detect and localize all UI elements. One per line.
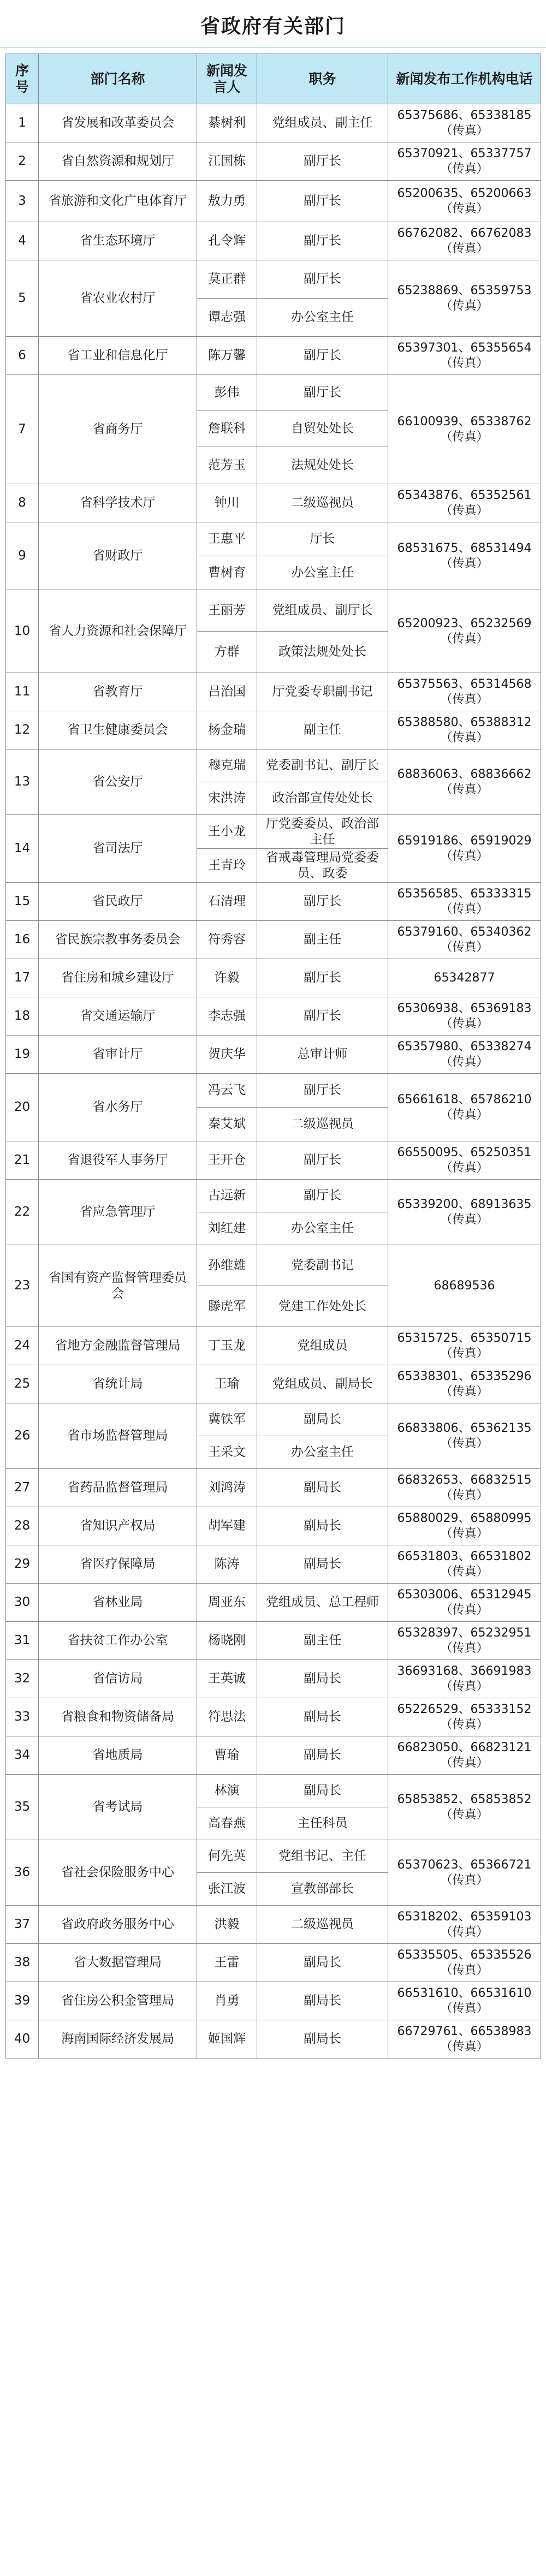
cell-dept: 省民政厅 (39, 883, 197, 921)
cell-spokesperson: 张江波 (197, 1873, 257, 1906)
cell-spokesperson: 孔令辉 (197, 222, 257, 260)
cell-spokesperson: 周亚东 (197, 1584, 257, 1622)
cell-spokesperson: 冀铁军 (197, 1403, 257, 1436)
cell-role: 副厅长 (257, 1074, 388, 1108)
cell-role: 二级巡视员 (257, 1108, 388, 1141)
table-row (6, 590, 541, 632)
cell-spokesperson: 吕治国 (197, 673, 257, 711)
cell-role: 副局长 (257, 1775, 388, 1807)
table-row (6, 1469, 541, 1507)
cell-spokesperson: 敖力勇 (197, 181, 257, 222)
cell-spokesperson: 曹树育 (197, 556, 257, 590)
cell-phone: 65375686、65338185（传真） (388, 104, 541, 142)
table-row (6, 959, 541, 997)
cell-dept: 省住房公积金管理局 (39, 1982, 197, 2020)
cell-spokesperson: 胡军建 (197, 1507, 257, 1545)
cell-role: 副局长 (257, 1698, 388, 1736)
cell-no: 9 (6, 522, 39, 590)
cell-phone: 65328397、65232951（传真） (388, 1622, 541, 1660)
table-row (6, 2020, 541, 2059)
cell-spokesperson: 綦树利 (197, 104, 257, 142)
table-row (6, 1074, 541, 1108)
cell-role: 副厅长 (257, 222, 388, 260)
cell-dept: 省知识产权局 (39, 1507, 197, 1545)
cell-phone: 65661618、65786210（传真） (388, 1074, 541, 1141)
cell-role: 办公室主任 (257, 299, 388, 337)
cell-spokesperson: 杨晓刚 (197, 1622, 257, 1660)
cell-phone: 65226529、65333152（传真） (388, 1698, 541, 1736)
cell-spokesperson: 莫正群 (197, 260, 257, 299)
cell-role: 副主任 (257, 711, 388, 749)
cell-dept: 省公安厅 (39, 749, 197, 815)
table-row (6, 484, 541, 522)
cell-no: 2 (6, 142, 39, 181)
cell-role: 副厅长 (257, 997, 388, 1036)
table-row (6, 1944, 541, 1982)
table-row (6, 1622, 541, 1660)
cell-dept: 省国有资产监督管理委员会 (39, 1245, 197, 1327)
cell-no: 25 (6, 1365, 39, 1403)
cell-spokesperson: 石清理 (197, 883, 257, 921)
cell-spokesperson: 冯云飞 (197, 1074, 257, 1108)
cell-role: 党组成员、副主任 (257, 104, 388, 142)
cell-phone: 66762082、66762083（传真） (388, 222, 541, 260)
cell-spokesperson: 符思法 (197, 1698, 257, 1736)
cell-role: 总审计师 (257, 1036, 388, 1074)
cell-spokesperson: 王惠平 (197, 522, 257, 556)
table-row (6, 142, 541, 181)
cell-role: 副主任 (257, 1622, 388, 1660)
cell-dept: 省应急管理厅 (39, 1180, 197, 1245)
cell-spokesperson: 李志强 (197, 997, 257, 1036)
cell-role: 副厅长 (257, 375, 388, 411)
table-row (6, 1141, 541, 1180)
cell-phone: 65200635、65200663（传真） (388, 181, 541, 222)
cell-role: 主任科员 (257, 1807, 388, 1840)
cell-spokesperson: 宋洪涛 (197, 782, 257, 815)
cell-role: 党组书记、主任 (257, 1840, 388, 1873)
cell-role: 办公室主任 (257, 556, 388, 590)
table-row (6, 1775, 541, 1807)
cell-no: 12 (6, 711, 39, 749)
cell-spokesperson: 洪毅 (197, 1906, 257, 1944)
cell-dept: 省教育厅 (39, 673, 197, 711)
cell-role: 副厅长 (257, 260, 388, 299)
cell-role: 二级巡视员 (257, 484, 388, 522)
cell-phone: 66100939、65338762（传真） (388, 375, 541, 484)
header-role: 职务 (257, 54, 388, 104)
cell-dept: 省工业和信息化厅 (39, 337, 197, 375)
cell-dept: 省司法厅 (39, 815, 197, 883)
cell-spokesperson: 刘红建 (197, 1212, 257, 1245)
cell-no: 6 (6, 337, 39, 375)
departments-table (5, 53, 541, 2059)
cell-spokesperson: 符秀容 (197, 921, 257, 959)
cell-phone: 66531803、66531802（传真） (388, 1545, 541, 1584)
cell-no: 28 (6, 1507, 39, 1545)
cell-dept: 省旅游和文化广电体育厅 (39, 181, 197, 222)
cell-role: 省戒毒管理局党委委员、政委 (257, 849, 388, 883)
cell-role: 宣教部部长 (257, 1873, 388, 1906)
table-row (6, 1906, 541, 1944)
cell-phone: 65306938、65369183（传真） (388, 997, 541, 1036)
table-row (6, 673, 541, 711)
cell-role: 党委副书记 (257, 1245, 388, 1286)
cell-role: 党组成员、总工程师 (257, 1584, 388, 1622)
cell-no: 19 (6, 1036, 39, 1074)
table-row (6, 1036, 541, 1074)
cell-role: 办公室主任 (257, 1436, 388, 1469)
cell-role: 副厅长 (257, 959, 388, 997)
header-no: 序号 (6, 54, 39, 104)
cell-role: 二级巡视员 (257, 1906, 388, 1944)
cell-no: 21 (6, 1141, 39, 1180)
cell-no: 20 (6, 1074, 39, 1141)
cell-phone: 36693168、36691983（传真） (388, 1660, 541, 1698)
cell-no: 1 (6, 104, 39, 142)
cell-no: 37 (6, 1906, 39, 1944)
cell-phone: 65370623、65366721（传真） (388, 1840, 541, 1906)
cell-no: 15 (6, 883, 39, 921)
cell-role: 副局长 (257, 1736, 388, 1775)
cell-role: 副主任 (257, 921, 388, 959)
table-row (6, 1660, 541, 1698)
cell-phone: 66729761、66538983（传真） (388, 2020, 541, 2059)
cell-phone: 65342877 (388, 959, 541, 997)
cell-role: 党建工作处处长 (257, 1286, 388, 1327)
cell-phone: 65343876、65352561（传真） (388, 484, 541, 522)
table-row (6, 1698, 541, 1736)
cell-dept: 省政府政务服务中心 (39, 1906, 197, 1944)
cell-no: 14 (6, 815, 39, 883)
cell-role: 党组成员、副局长 (257, 1365, 388, 1403)
cell-spokesperson: 陈涛 (197, 1545, 257, 1584)
cell-no: 8 (6, 484, 39, 522)
cell-dept: 省卫生健康委员会 (39, 711, 197, 749)
cell-spokesperson: 滕虎军 (197, 1286, 257, 1327)
cell-spokesperson: 王小龙 (197, 815, 257, 849)
cell-dept: 省审计厅 (39, 1036, 197, 1074)
cell-phone: 66833806、65362135（传真） (388, 1403, 541, 1469)
cell-role: 副局长 (257, 1982, 388, 2020)
cell-dept: 省考试局 (39, 1775, 197, 1840)
table-row (6, 1180, 541, 1212)
cell-phone: 68531675、68531494（传真） (388, 522, 541, 590)
cell-phone: 65238869、65359753（传真） (388, 260, 541, 337)
cell-no: 29 (6, 1545, 39, 1584)
cell-no: 38 (6, 1944, 39, 1982)
cell-phone: 65397301、65355654（传真） (388, 337, 541, 375)
cell-dept: 省地质局 (39, 1736, 197, 1775)
table-row (6, 222, 541, 260)
cell-spokesperson: 江国栋 (197, 142, 257, 181)
cell-role: 副厅长 (257, 181, 388, 222)
cell-dept: 省扶贫工作办公室 (39, 1622, 197, 1660)
cell-phone: 65375563、65314568（传真） (388, 673, 541, 711)
table-row (6, 921, 541, 959)
cell-role: 副厅长 (257, 1141, 388, 1180)
cell-spokesperson: 曹瑜 (197, 1736, 257, 1775)
cell-spokesperson: 肖勇 (197, 1982, 257, 2020)
cell-spokesperson: 穆克瑞 (197, 749, 257, 782)
table-row (6, 181, 541, 222)
table-row (6, 104, 541, 142)
cell-role: 党组成员 (257, 1327, 388, 1365)
cell-role: 法规处处长 (257, 447, 388, 484)
cell-dept: 海南国际经济发展局 (39, 2020, 197, 2059)
cell-dept: 省生态环境厅 (39, 222, 197, 260)
cell-dept: 省大数据管理局 (39, 1944, 197, 1982)
cell-spokesperson: 何先英 (197, 1840, 257, 1873)
table-row (6, 749, 541, 782)
header-spokesperson: 新闻发言人 (197, 54, 257, 104)
cell-phone: 66531610、66531610（传真） (388, 1982, 541, 2020)
cell-role: 副厅长 (257, 883, 388, 921)
table-body (6, 104, 541, 2059)
cell-role: 副局长 (257, 1660, 388, 1698)
header-phone: 新闻发布工作机构电话 (388, 54, 541, 104)
cell-role: 副局长 (257, 1469, 388, 1507)
cell-dept: 省信访局 (39, 1660, 197, 1698)
cell-dept: 省退役军人事务厅 (39, 1141, 197, 1180)
cell-spokesperson: 钟川 (197, 484, 257, 522)
cell-dept: 省发展和改革委员会 (39, 104, 197, 142)
cell-no: 34 (6, 1736, 39, 1775)
cell-spokesperson: 贺庆华 (197, 1036, 257, 1074)
cell-spokesperson: 秦艾斌 (197, 1108, 257, 1141)
cell-spokesperson: 范芳玉 (197, 447, 257, 484)
cell-spokesperson: 王开仓 (197, 1141, 257, 1180)
cell-phone: 65315725、65350715（传真） (388, 1327, 541, 1365)
table-row (6, 711, 541, 749)
table-row (6, 883, 541, 921)
cell-phone: 65379160、65340362（传真） (388, 921, 541, 959)
cell-role: 党委副书记、副厅长 (257, 749, 388, 782)
cell-phone: 66832653、66832515（传真） (388, 1469, 541, 1507)
cell-dept: 省交通运输厅 (39, 997, 197, 1036)
cell-no: 40 (6, 2020, 39, 2059)
cell-phone: 65356585、65333315（传真） (388, 883, 541, 921)
cell-spokesperson: 林演 (197, 1775, 257, 1807)
page-title: 省政府有关部门 (200, 15, 346, 38)
cell-role: 副厅长 (257, 1180, 388, 1212)
header-dept: 部门名称 (39, 54, 197, 104)
cell-no: 26 (6, 1403, 39, 1469)
table-row (6, 1840, 541, 1873)
table-row (6, 1736, 541, 1775)
cell-no: 16 (6, 921, 39, 959)
cell-no: 3 (6, 181, 39, 222)
table-row (6, 375, 541, 411)
cell-dept: 省科学技术厅 (39, 484, 197, 522)
cell-spokesperson: 王青玲 (197, 849, 257, 883)
cell-role: 副厅长 (257, 337, 388, 375)
cell-no: 13 (6, 749, 39, 815)
cell-spokesperson: 孙维雄 (197, 1245, 257, 1286)
cell-dept: 省住房和城乡建设厅 (39, 959, 197, 997)
title-divider (0, 47, 546, 48)
table-row (6, 997, 541, 1036)
cell-dept: 省社会保险服务中心 (39, 1840, 197, 1906)
cell-no: 36 (6, 1840, 39, 1906)
cell-dept: 省粮食和物资储备局 (39, 1698, 197, 1736)
cell-spokesperson: 高春燕 (197, 1807, 257, 1840)
cell-phone: 65318202、65359103（传真） (388, 1906, 541, 1944)
cell-no: 39 (6, 1982, 39, 2020)
table-row (6, 1982, 541, 2020)
cell-dept: 省药品监督管理局 (39, 1469, 197, 1507)
cell-role: 政治部宣传处处长 (257, 782, 388, 815)
cell-role: 副局长 (257, 1545, 388, 1584)
cell-spokesperson: 王瑜 (197, 1365, 257, 1403)
cell-no: 35 (6, 1775, 39, 1840)
table-row (6, 1365, 541, 1403)
cell-phone: 68689536 (388, 1245, 541, 1327)
cell-spokesperson: 陈万馨 (197, 337, 257, 375)
cell-no: 24 (6, 1327, 39, 1365)
cell-spokesperson: 古远新 (197, 1180, 257, 1212)
cell-spokesperson: 谭志强 (197, 299, 257, 337)
cell-phone: 65200923、65232569（传真） (388, 590, 541, 673)
cell-role: 副厅长 (257, 142, 388, 181)
table-row (6, 1545, 541, 1584)
cell-dept: 省统计局 (39, 1365, 197, 1403)
cell-no: 33 (6, 1698, 39, 1736)
cell-spokesperson: 王丽芳 (197, 590, 257, 632)
cell-no: 23 (6, 1245, 39, 1327)
cell-dept: 省医疗保障局 (39, 1545, 197, 1584)
cell-phone: 65388580、65388312（传真） (388, 711, 541, 749)
cell-role: 厅党委委员、政治部主任 (257, 815, 388, 849)
cell-spokesperson: 詹联科 (197, 411, 257, 447)
cell-spokesperson: 方群 (197, 632, 257, 673)
cell-dept: 省民族宗教事务委员会 (39, 921, 197, 959)
cell-no: 11 (6, 673, 39, 711)
cell-no: 22 (6, 1180, 39, 1245)
cell-phone: 65339200、68913635（传真） (388, 1180, 541, 1245)
cell-dept: 省商务厅 (39, 375, 197, 484)
header-row (6, 54, 541, 104)
cell-no: 7 (6, 375, 39, 484)
table-row (6, 1403, 541, 1436)
cell-spokesperson: 王英诚 (197, 1660, 257, 1698)
cell-phone: 66550095、65250351（传真） (388, 1141, 541, 1180)
cell-phone: 65338301、65335296（传真） (388, 1365, 541, 1403)
cell-role: 厅党委专职副书记 (257, 673, 388, 711)
cell-phone: 65919186、65919029（传真） (388, 815, 541, 883)
cell-role: 政策法规处处长 (257, 632, 388, 673)
cell-spokesperson: 刘鸿涛 (197, 1469, 257, 1507)
cell-role: 党组成员、副厅长 (257, 590, 388, 632)
table-row (6, 1584, 541, 1622)
cell-no: 4 (6, 222, 39, 260)
cell-dept: 省林业局 (39, 1584, 197, 1622)
cell-phone: 65880029、65880995（传真） (388, 1507, 541, 1545)
cell-dept: 省市场监督管理局 (39, 1403, 197, 1469)
cell-phone: 66823050、66823121（传真） (388, 1736, 541, 1775)
cell-phone: 65303006、65312945（传真） (388, 1584, 541, 1622)
cell-role: 副局长 (257, 2020, 388, 2059)
table-row (6, 260, 541, 299)
cell-phone: 68836063、68836662（传真） (388, 749, 541, 815)
cell-no: 17 (6, 959, 39, 997)
cell-no: 18 (6, 997, 39, 1036)
table-row (6, 1507, 541, 1545)
cell-role: 副局长 (257, 1403, 388, 1436)
table-row (6, 815, 541, 849)
cell-role: 副局长 (257, 1507, 388, 1545)
cell-spokesperson: 杨金瑞 (197, 711, 257, 749)
cell-phone: 65853852、65853852（传真） (388, 1775, 541, 1840)
cell-phone: 65357980、65338274（传真） (388, 1036, 541, 1074)
cell-no: 31 (6, 1622, 39, 1660)
table-row (6, 1327, 541, 1365)
cell-role: 自贸处处长 (257, 411, 388, 447)
table-row (6, 1245, 541, 1286)
table-row (6, 337, 541, 375)
cell-dept: 省农业农村厅 (39, 260, 197, 337)
cell-spokesperson: 姬国辉 (197, 2020, 257, 2059)
cell-no: 5 (6, 260, 39, 337)
cell-no: 30 (6, 1584, 39, 1622)
cell-no: 27 (6, 1469, 39, 1507)
cell-phone: 65335505、65335526（传真） (388, 1944, 541, 1982)
cell-role: 厅长 (257, 522, 388, 556)
cell-role: 副局长 (257, 1944, 388, 1982)
cell-spokesperson: 许毅 (197, 959, 257, 997)
cell-spokesperson: 王雷 (197, 1944, 257, 1982)
cell-dept: 省财政厅 (39, 522, 197, 590)
cell-role: 办公室主任 (257, 1212, 388, 1245)
cell-dept: 省自然资源和规划厅 (39, 142, 197, 181)
cell-dept: 省水务厅 (39, 1074, 197, 1141)
cell-no: 10 (6, 590, 39, 673)
table-row (6, 522, 541, 556)
cell-dept: 省人力资源和社会保障厅 (39, 590, 197, 673)
cell-no: 32 (6, 1660, 39, 1698)
cell-spokesperson: 王采文 (197, 1436, 257, 1469)
cell-spokesperson: 丁玉龙 (197, 1327, 257, 1365)
cell-spokesperson: 彭伟 (197, 375, 257, 411)
cell-dept: 省地方金融监督管理局 (39, 1327, 197, 1365)
cell-phone: 65370921、65337757（传真） (388, 142, 541, 181)
